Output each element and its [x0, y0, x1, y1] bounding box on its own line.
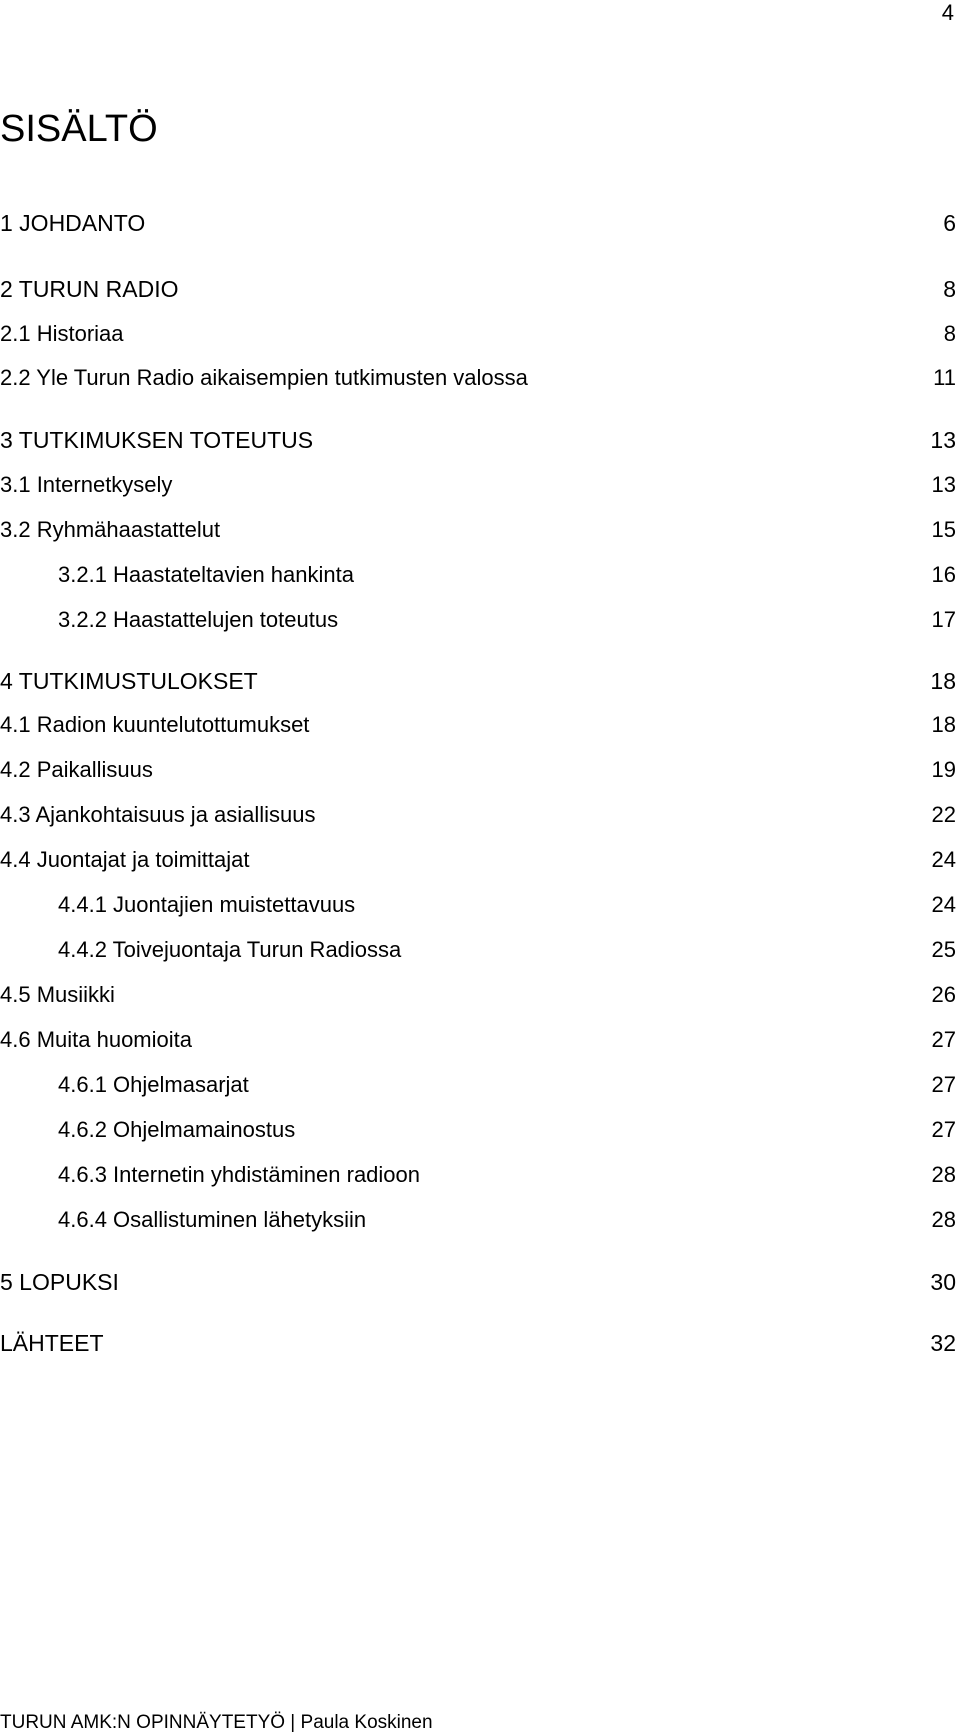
toc-entry[interactable] [0, 361, 956, 395]
toc-entry-label: 3.1 Internetkysely [0, 472, 173, 497]
toc-entry-page: 13 [930, 427, 956, 453]
toc-entry-label: 3.2.2 Haastattelujen toteutus [58, 607, 339, 632]
toc-entry[interactable] [0, 558, 956, 592]
toc-entry[interactable] [0, 423, 956, 457]
toc-entry[interactable] [0, 1203, 956, 1237]
toc-entry-label: 4.6.3 Internetin yhdistäminen radioon [58, 1162, 421, 1187]
toc-entry-page: 11 [933, 365, 956, 390]
toc-entry-page: 32 [930, 1330, 956, 1356]
toc-entry[interactable] [0, 664, 956, 698]
toc-entry-page: 6 [943, 210, 956, 236]
toc-entry-label: 2.2 Yle Turun Radio aikaisempien tutkimusten valossa [0, 365, 528, 390]
toc-entry-page: 19 [931, 757, 956, 782]
toc-entry-page: 18 [930, 668, 956, 694]
toc-entry[interactable] [0, 978, 956, 1012]
toc-entry-page: 15 [931, 517, 956, 542]
toc-entry[interactable] [0, 753, 956, 787]
toc-entry[interactable] [0, 1113, 956, 1147]
toc-entry-page: 28 [931, 1207, 956, 1232]
toc-entry[interactable] [0, 888, 956, 922]
toc-entry-label: 2 TURUN RADIO [0, 276, 179, 302]
toc-entry-label: 4.4 Juontajat ja toimittajat [0, 847, 250, 872]
toc-entry-page: 18 [931, 712, 956, 737]
toc-entry-label: 4.1 Radion kuuntelutottumukset [0, 712, 310, 737]
toc-entry-page: 8 [943, 276, 956, 302]
toc-entry[interactable] [0, 1326, 956, 1360]
toc-entry[interactable] [0, 603, 956, 637]
toc-entry[interactable] [0, 708, 956, 742]
toc-entry-label: 4.4.1 Juontajien muistettavuus [58, 892, 356, 917]
toc-entry-label: 4.6.4 Osallistuminen lähetyksiin [58, 1207, 367, 1232]
toc-entry[interactable] [0, 1265, 956, 1299]
page-number: 4 [941, 0, 954, 25]
toc-entry[interactable] [0, 1068, 956, 1102]
toc-entry-label: 4.6 Muita huomioita [0, 1027, 192, 1052]
page-title: SISÄLTÖ [0, 108, 158, 150]
toc-entry-page: 30 [930, 1269, 956, 1295]
toc-entry[interactable] [0, 468, 956, 502]
toc-entry-label: 3.2 Ryhmähaastattelut [0, 517, 221, 542]
toc-entry-label: 4.6.2 Ohjelmamainostus [58, 1117, 296, 1142]
toc-entry-page: 27 [931, 1117, 956, 1142]
toc-entry-page: 16 [931, 562, 956, 587]
toc-entry-page: 28 [931, 1162, 956, 1187]
toc-entry-label: LÄHTEET [0, 1330, 104, 1356]
toc-entry-label: 1 JOHDANTO [0, 210, 146, 236]
toc-entry-page: 13 [931, 472, 956, 497]
toc-entry[interactable] [0, 206, 956, 240]
toc-entry-label: 2.1 Historiaa [0, 321, 124, 346]
toc-entry-page: 26 [931, 982, 956, 1007]
toc-entry[interactable] [0, 1158, 956, 1192]
toc-entry-label: 4 TUTKIMUSTULOKSET [0, 668, 258, 694]
toc-entry-label: 4.6.1 Ohjelmasarjat [58, 1072, 249, 1097]
toc-entry-page: 8 [943, 321, 956, 346]
toc-entry[interactable] [0, 798, 956, 832]
toc-entry-label: 5 LOPUKSI [0, 1269, 119, 1295]
toc-entry-page: 22 [931, 802, 956, 827]
toc-entry-page: 27 [931, 1027, 956, 1052]
toc-entry[interactable] [0, 513, 956, 547]
toc-entry[interactable] [0, 843, 956, 877]
toc-entry-label: 4.2 Paikallisuus [0, 757, 153, 782]
toc-entry-label: 3.2.1 Haastateltavien hankinta [58, 562, 354, 587]
toc-entry-label: 4.5 Musiikki [0, 982, 115, 1007]
toc-entry-page: 24 [931, 892, 956, 917]
toc-entry[interactable] [0, 933, 956, 967]
toc-entry-label: 3 TUTKIMUKSEN TOTEUTUS [0, 427, 314, 453]
toc-entry-label: 4.3 Ajankohtaisuus ja asiallisuus [0, 802, 316, 827]
toc-entry[interactable] [0, 272, 956, 306]
toc-entry-page: 24 [931, 847, 956, 872]
toc-entry[interactable] [0, 317, 956, 351]
toc-entry-page: 17 [931, 607, 956, 632]
toc-entry-label: 4.4.2 Toivejuontaja Turun Radiossa [58, 937, 402, 962]
toc-entry-page: 25 [931, 937, 956, 962]
page-footer: TURUN AMK:N OPINNÄYTETYÖ | Paula Koskinen [0, 1712, 433, 1733]
toc-entry[interactable] [0, 1023, 956, 1057]
toc-entry-page: 27 [931, 1072, 956, 1097]
